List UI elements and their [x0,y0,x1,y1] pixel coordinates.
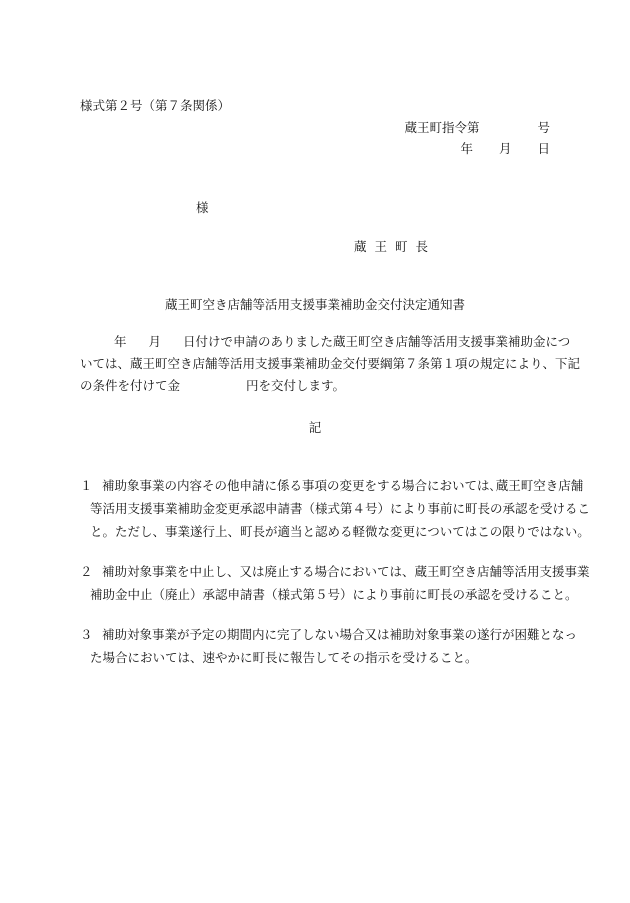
date-month: 月 [498,141,512,156]
condition-item [80,560,590,606]
addressee-honorific: 様 [196,200,209,215]
body-month: 月 [148,334,162,349]
body-year: 年 [114,334,127,349]
issue-date-line [460,139,550,157]
order-suffix: 号 [537,120,550,135]
conditions-list [80,474,591,686]
condition-item [80,623,578,669]
sender-name: 蔵王町長 [354,239,437,254]
body-line-3 [80,375,552,397]
condition-line: 等活用支援事業補助金変更承認申請書（様式第４号）により事前に町長の承認を受けるこ [90,501,591,516]
body-line1-text: 日付けで申請のありました蔵王町空き店舗等活用支援事業補助金につ [183,334,571,349]
order-number-line [404,118,550,136]
body-amount-prefix: の条件を付けて金 [80,378,181,393]
body-amount-suffix: 円を交付します。 [246,378,346,393]
form-number: 様式第２号（第７条関係） [80,98,231,113]
condition-line: 補助対象事業を中止し、又は廃止する場合においては、蔵王町空き店舗等活用支援事業 [102,564,590,579]
condition-number: ３ [80,627,93,642]
condition-line: 補助金中止（廃止）承認申請書（様式第５号）により事前に町長の承認を受けること。 [90,587,578,602]
date-year: 年 [460,141,473,156]
body-line-2: いては、蔵王町空き店舗等活用支援事業補助金交付要綱第７条第１項の規定により、下記 [80,356,581,371]
condition-number: ２ [80,564,93,579]
body-line-1 [80,331,571,353]
order-prefix: 蔵王町指令第 [404,120,480,135]
document-title: 蔵王町空き店舗等活用支援事業補助金交付決定通知書 [164,297,465,312]
body-paragraph [80,331,581,397]
condition-number: １ [80,478,93,493]
date-day: 日 [537,141,550,156]
condition-line: と。ただし、事業遂行上、町長が適当と認める軽微な変更についてはこの限りではない。 [90,524,590,539]
ki-heading: 記 [308,420,322,435]
condition-item [80,474,591,543]
condition-line: た場合においては、速やかに町長に報告してその指示を受けること。 [90,650,478,665]
condition-line: 補助対象事業が予定の期間内に完了しない場合又は補助対象事業の遂行が困難となっ [102,627,578,642]
condition-line: 補助象事業の内容その他申請に係る事項の変更をする場合においては､蔵王町空き店舗 [102,478,584,493]
